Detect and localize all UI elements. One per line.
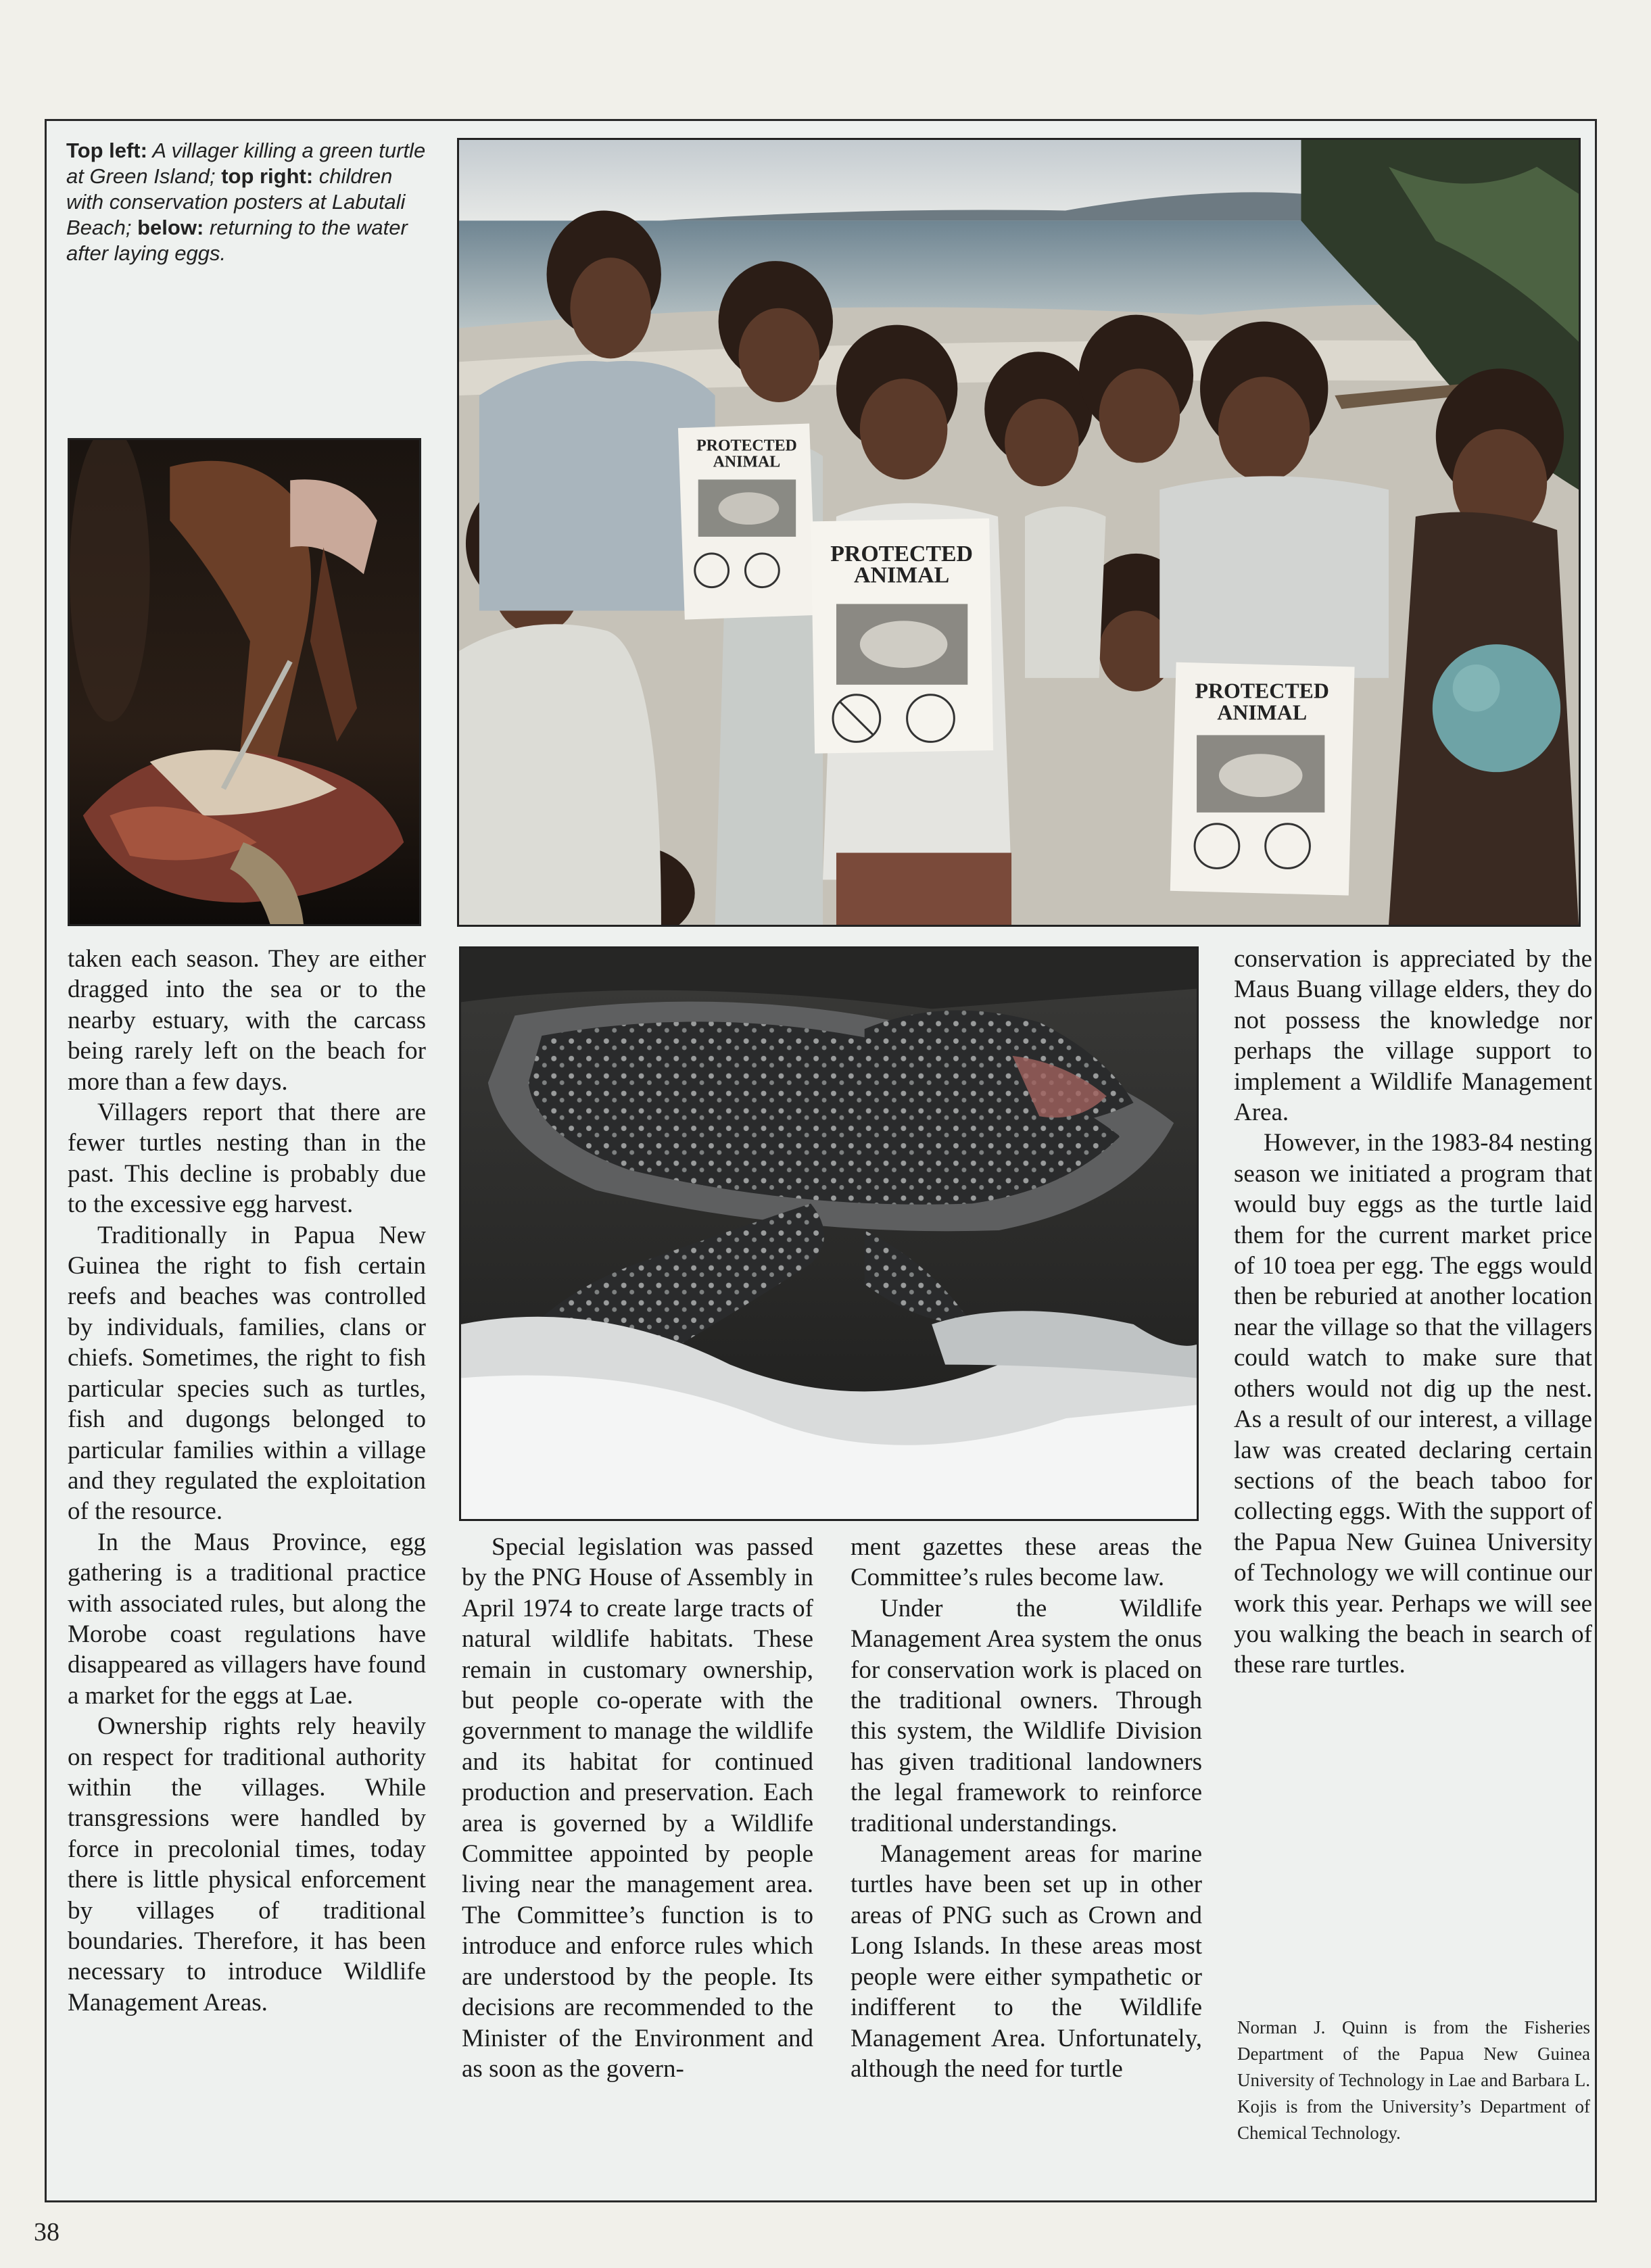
- sign-2-line2: ANIMAL: [854, 562, 950, 588]
- sign-1-line2: ANIMAL: [713, 453, 781, 471]
- author-bio: Norman J. Quinn is from the Fisheries Department of the Papua New Guinea University of Technology in Lae and Barbara L. Kojis is from the University’s Department of Chemical Technology.: [1237, 2017, 1590, 2143]
- col1-paragraph: taken each season. They are either dragged into the sea or to the nearby estuary, with the carcass being rarely left on the beach for more than a few days.: [68, 945, 426, 1096]
- photo-turtle-returning: [459, 946, 1199, 1521]
- col4-paragraph: conservation is appreciated by the Maus Buang village elders, they do not possess the knowledge nor perhaps the village support to implement a Wildlife Management Area.: [1234, 945, 1592, 1127]
- caption-below-text: returning to the water after laying eggs.: [66, 216, 408, 265]
- col2-paragraph: Special legislation was passed by the PNG House of Assembly in April 1974 to create large tracts of natural wildlife habitats. These remain in customary ownership, but people co-operate with the government to manage the wildlife and its habitat for continued production and preservation. Each area is governed by a Wildlife Committee appointed by people living near the management area. The Committee’s function is to introduce and enforce rules which are understood by the people. Its decisions are recommended to the Minister of the Environment and as soon as the govern-: [462, 1533, 813, 2083]
- sign-3-line2: ANIMAL: [1217, 700, 1308, 725]
- sign-3-line1: PROTECTED: [1195, 679, 1329, 703]
- photo-children-posters: [457, 138, 1581, 927]
- text-column-2: [462, 1532, 813, 2084]
- col1-paragraph: Villagers report that there are fewer turtles nesting than in the past. This decline is probably due to the excessive egg harvest.: [68, 1099, 426, 1219]
- poster-sign-2: [811, 518, 993, 754]
- text-column-3: [851, 1532, 1202, 2084]
- caption-below-label: below:: [137, 216, 204, 239]
- text-column-1: [68, 944, 426, 2018]
- poster-sign-3: [1170, 662, 1355, 896]
- col1-paragraph: Traditionally in Papua New Guinea the right to fish certain reefs and beaches was controlled by individuals, families, clans or chiefs. Sometimes, the right to fish particular species such as turtles, fish and dugongs belonged to particular families within a village and they regulated the exploitation of the resource.: [68, 1221, 426, 1526]
- photo-caption: [66, 138, 431, 266]
- sign-1-line1: PROTECTED: [696, 437, 797, 455]
- col1-paragraph: Ownership rights rely heavily on respect for traditional authority within the villages. While transgressions were handled by force in precolonial times, today there is little physical enforcement by villages of traditional boundaries. Therefore, it has been necessary to introduce Wildlife Management Areas.: [68, 1712, 426, 2017]
- text-column-4: [1234, 944, 1592, 1681]
- caption-top-right-label: top right:: [221, 164, 314, 188]
- caption-top-left-text: A villager killing a green turtle at Green Island;: [66, 139, 426, 188]
- col1-paragraph: In the Maus Province, egg gathering is a traditional practice with associated rules, but along the Morobe coast regulations have disappeared as villagers have found a market for the eggs at Lae.: [68, 1528, 426, 1710]
- col3-paragraph: Under the Wildlife Management Area system the onus for conservation work is placed on the traditional owners. Through this system, the Wildlife Division has given traditional landowners the legal framework to reinforce traditional understandings.: [851, 1594, 1202, 1837]
- caption-top-right-text: children with conservation posters at Labutali Beach;: [66, 164, 406, 239]
- col4-paragraph: However, in the 1983-84 nesting season we initiated a program that would buy eggs as the turtle laid them for the current market price of 10 toea per egg. The eggs would then be reburied at another location near the village so that the villagers could watch to make sure that others would not dig up the nest. As a result of our interest, a village law was created declaring certain sections of the beach taboo for collecting eggs. With the support of the Papua New Guinea University of Technology we will continue our work this year. Perhaps we will see you walking the beach in search of these rare turtles.: [1234, 1129, 1592, 1679]
- col3-paragraph: ment gazettes these areas the Committee’s rules become law.: [851, 1533, 1202, 1592]
- sign-2-line1: PROTECTED: [830, 541, 974, 566]
- poster-sign-1: [678, 423, 816, 619]
- photo-villager-turtle: [68, 438, 421, 926]
- caption-top-left-label: Top left:: [66, 139, 147, 162]
- col3-paragraph: Management areas for marine turtles have been set up in other areas of PNG such as Crown and Long Islands. In these areas most people were either sympathetic or indifferent to the Wildlife Management Area. Unfortunately, although the need for turtle: [851, 1840, 1202, 2083]
- page-number: 38: [34, 2218, 59, 2246]
